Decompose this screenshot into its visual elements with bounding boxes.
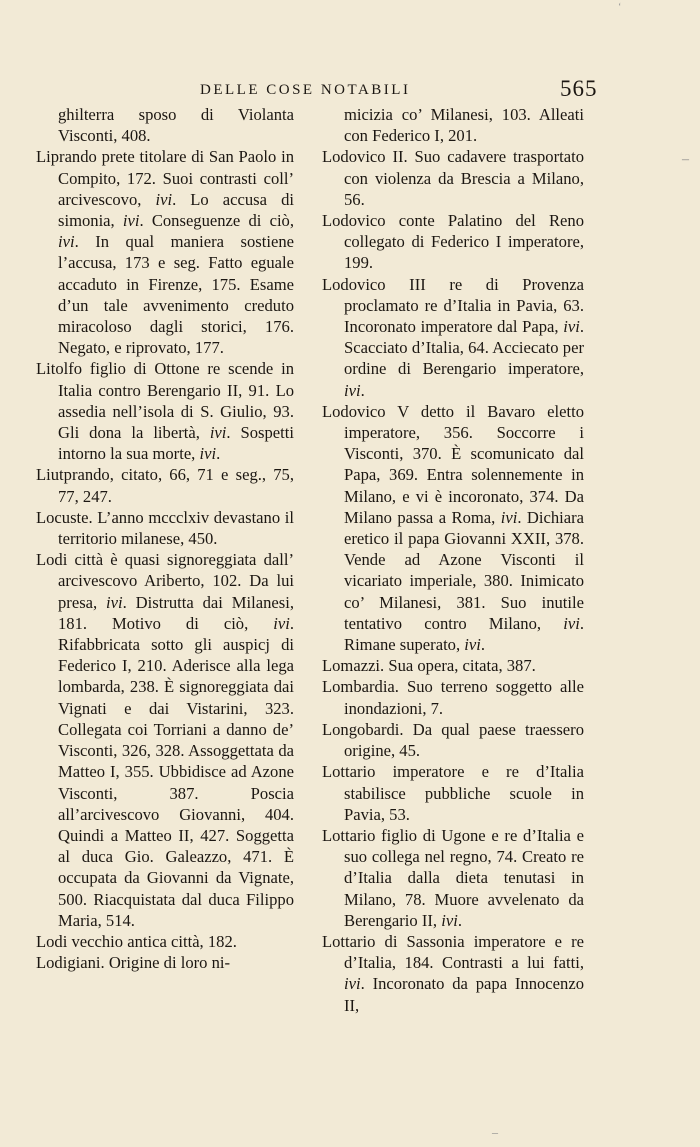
index-entry: Lodi vecchio antica città, 182. [36, 931, 237, 951]
index-entry: Litolfo figlio di Ottone re scende in Italia contro Berengario II, 91. Lo assedia nell’isola di S. Giulio, 93. Gli dona la libertà, ivi. Sospetti intorno la sua morte, ivi. [36, 359, 294, 464]
index-entry: Lottario imperatore e re d’Italia stabilisce pubbliche scuole in Pavia, 53. [322, 762, 584, 824]
page-number: 565 [560, 76, 598, 101]
index-entry: Locuste. L’anno mccclxiv devastano il territorio milanese, 450. [36, 507, 294, 549]
index-entry: Lottario di Sassonia imperatore e re d’Italia, 184. Contrasti a lui fatti, ivi. Incoronato da papa Innocenzo II, [322, 931, 584, 1015]
index-entry: Liutprando, citato, 66, 71 e seg., 75, 77, 247. [36, 465, 294, 506]
index-entry: Lodi città è quasi signoreggiata dall’ arcivescovo Ariberto, 102. Da lui presa, ivi. Distrutta dai Milanesi, 181. Motivo di ciò, ivi. Rifabbricata sotto gli auspicj di Federico I, 210. Aderisce alla lega lombarda, 238. È signoreggiata dai Vignati e dai Vistarini, 323. Collegata coi Torriani a danno de’ Visconti, 326, 328. Assoggettata da Matteo I, 355. Ubbidisce ad Azone Visconti, 387. Poscia all’arcivescovo Giovanni, 404. Quindi a Matteo II, 427. Soggetta al duca Gio. Galeazzo, 471. È occupata da Giovanni da Vignate, 500. Riacquistata dal duca Filippo Maria, 514. [36, 550, 294, 930]
right-column [322, 104, 584, 1016]
running-header [0, 76, 700, 106]
margin-mark: – [492, 1125, 498, 1139]
index-entry: Lottario figlio di Ugone e re d’Italia e suo collega nel regno, 74. Creato re d’Italia dalla dieta tenutasi in Milano, 78. Muore avvelenato da Berengario II, ivi. [322, 825, 584, 930]
index-entry: Liprando prete titolare di San Paolo in Compito, 172. Suoi contrasti coll’ arcivescovo, ivi. Lo accusa di simonia, ivi. Conseguenze di ciò, ivi. In qual maniera sostiene l’accusa, 173 e seg. Fatto eguale accaduto in Firenze, 175. Esame d’un tale avvenimento creduto miracoloso dagli storici, 176. Negato, e riprovato, 177. [36, 147, 294, 358]
index-entry: Lomazzi. Sua opera, citata, 387. [322, 656, 536, 676]
index-entry: Longobardi. Da qual paese traessero origine, 45. [322, 719, 584, 761]
index-entry: Lodovico V detto il Bavaro eletto imperatore, 356. Soccorre i Visconti, 370. È scomunicato dal Papa, 369. Entra solennemente in Milano, e vi è incoronato, 374. Da Milano passa a Roma, ivi. Dichiara eretico il papa Giovanni XXII, 378. Vende ad Azone Visconti il vicariato imperiale, 380. Inimicato co’ Milanesi, 381. Suo inutile tentativo contro Milano, ivi. Rimane superato, ivi. [322, 401, 585, 655]
left-column [36, 104, 294, 973]
margin-mark: ‘ [618, 2, 622, 13]
index-entry: Lodovico II. Suo cadavere trasportato con violenza da Brescia a Milano, 56. [322, 147, 584, 209]
index-entry: Lodigiani. Origine di loro ni- [36, 953, 231, 973]
running-title: DELLE COSE NOTABILI [200, 82, 411, 98]
index-entry: ghilterra sposo di Violanta Visconti, 408. [58, 105, 294, 146]
index-entry: Lombardia. Suo terreno soggetto alle inondazioni, 7. [322, 677, 584, 718]
index-entry: Lodovico conte Palatino del Reno collegato di Federico I imperatore, 199. [322, 211, 584, 273]
index-entry: Lodovico III re di Provenza proclamato re d’Italia in Pavia, 63. Incoronato imperatore dal Papa, ivi. Scacciato d’Italia, 64. Acciecato per ordine di Berengario imperatore, ivi. [322, 274, 584, 400]
index-entry: micizia co’ Milanesi, 103. Alleati con Federico I, 201. [344, 105, 584, 146]
margin-mark: – [682, 152, 689, 167]
